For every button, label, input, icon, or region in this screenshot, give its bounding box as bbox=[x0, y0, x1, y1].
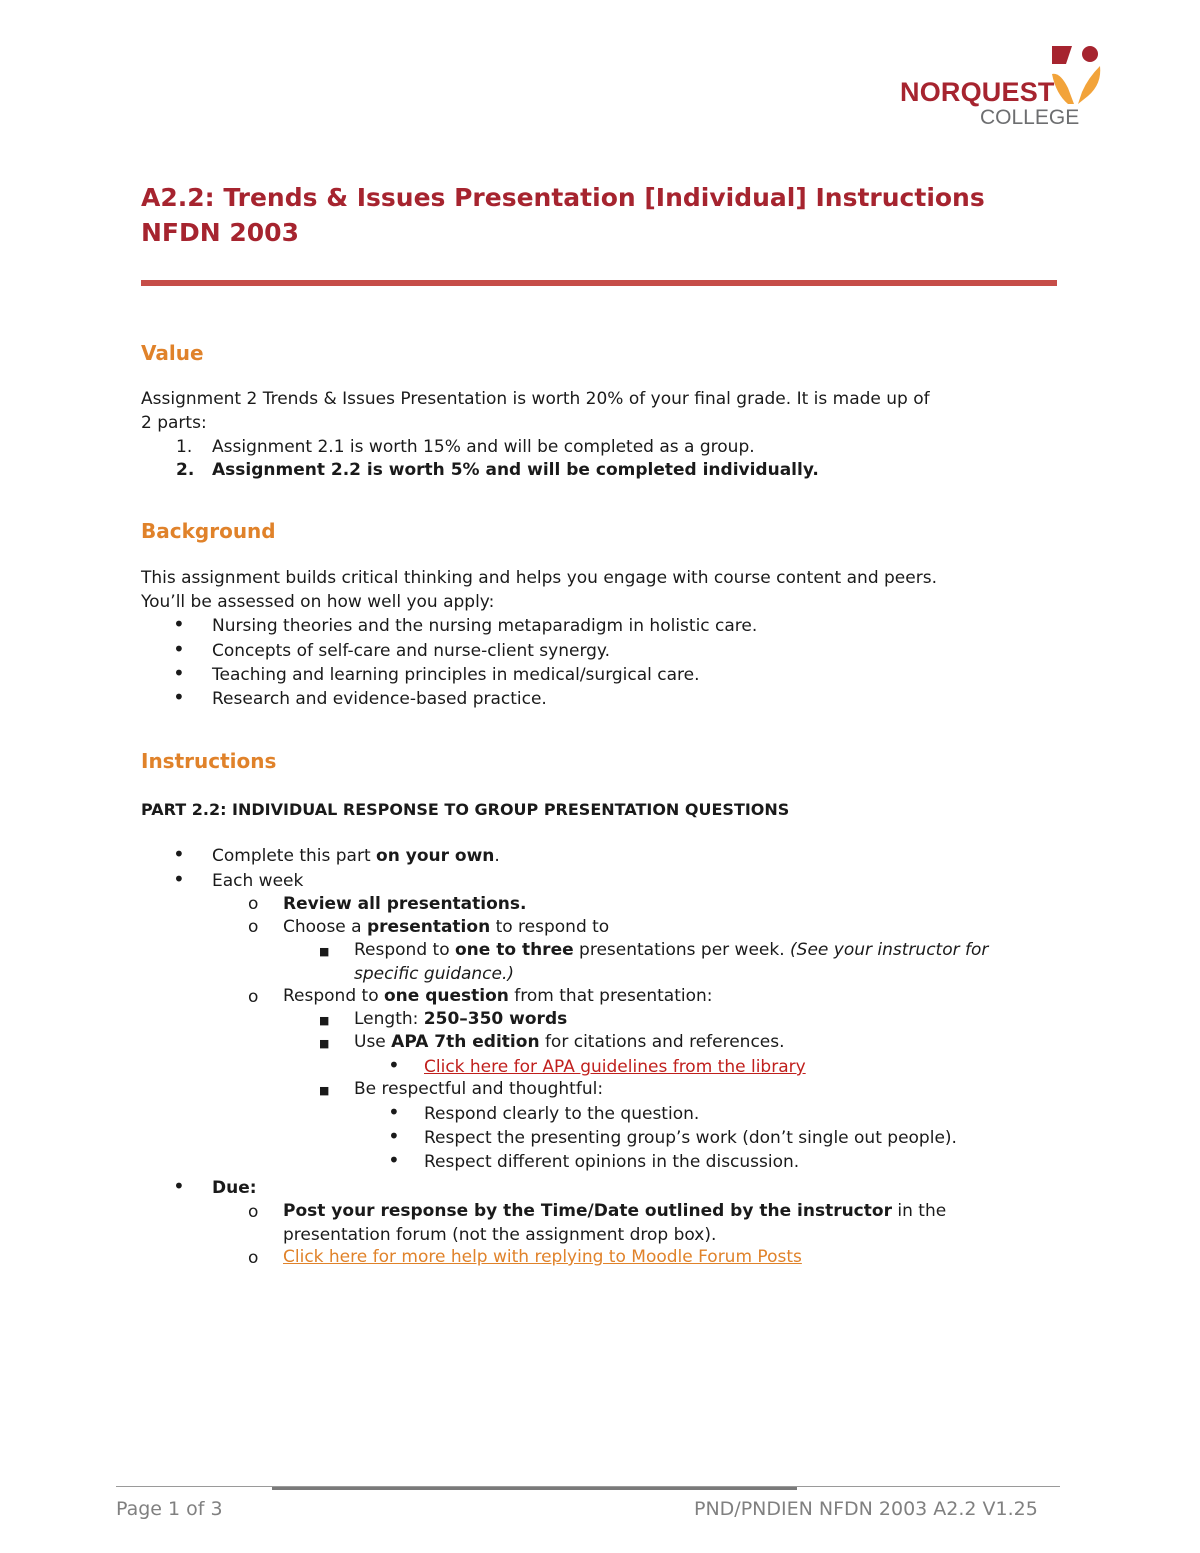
bullet-icon: • bbox=[388, 1100, 400, 1124]
instruction-apa: Use APA 7th edition for citations and references. bbox=[354, 1032, 785, 1052]
instructions-heading: Instructions bbox=[141, 749, 277, 773]
instruction-respond-count: Respond to one to three presentations per week. (See your instructor for specific guidance.) bbox=[354, 940, 989, 984]
instruction-post: Post your response by the Time/Date outlined by the instructor in the presentation forum (not the assignment drop box). bbox=[283, 1201, 947, 1245]
respect-item: Respond clearly to the question. bbox=[424, 1104, 700, 1124]
value-paragraph bbox=[141, 388, 1061, 435]
instruction-choose: Choose a presentation to respond to bbox=[283, 917, 610, 937]
respect-item: Respect different opinions in the discussion. bbox=[424, 1152, 800, 1172]
title-line-1: A2.2: Trends & Issues Presentation [Individual] Instructions bbox=[141, 183, 985, 212]
bullet-icon: • bbox=[388, 1148, 400, 1172]
square-bullet-icon: ■ bbox=[319, 1014, 330, 1027]
bullet-icon: • bbox=[173, 661, 185, 685]
instruction-due: Due: bbox=[212, 1178, 257, 1198]
value-para-line-1: Assignment 2 Trends & Issues Presentation is worth 20% of your final grade. It is made up of bbox=[141, 389, 930, 409]
value-item-1: Assignment 2.1 is worth 15% and will be completed as a group. bbox=[212, 437, 755, 457]
bullet-icon: • bbox=[173, 1174, 185, 1198]
bullet-icon: • bbox=[173, 612, 185, 636]
title-line-2: NFDN 2003 bbox=[141, 218, 299, 247]
instruction-review: Review all presentations. bbox=[283, 894, 527, 914]
value-item-2: Assignment 2.2 is worth 5% and will be completed individually. bbox=[212, 460, 819, 480]
background-para-line-2: You’ll be assessed on how well you apply: bbox=[141, 591, 495, 612]
logo-name: NORQUEST bbox=[900, 77, 1055, 107]
background-item: Teaching and learning principles in medical/surgical care. bbox=[212, 665, 700, 685]
instruction-length: Length: 250–350 words bbox=[354, 1009, 568, 1029]
bullet-icon: • bbox=[388, 1053, 400, 1077]
background-heading: Background bbox=[141, 519, 276, 543]
instruction-one-question: Respond to one question from that presentation: bbox=[283, 986, 713, 1006]
background-para-line-1: This assignment builds critical thinking and helps you engage with course content and peers. bbox=[141, 568, 937, 588]
square-bullet-icon: ■ bbox=[319, 1084, 330, 1097]
background-paragraph bbox=[141, 567, 1061, 614]
document-id: PND/PNDIEN NFDN 2003 A2.2 V1.25 bbox=[694, 1498, 1038, 1520]
list-number: 2. bbox=[176, 460, 195, 480]
background-item: Research and evidence-based practice. bbox=[212, 689, 547, 709]
instruction-each-week: Each week bbox=[212, 871, 304, 891]
value-heading: Value bbox=[141, 341, 204, 365]
circle-bullet-icon: o bbox=[248, 1248, 259, 1268]
circle-bullet-icon: o bbox=[248, 894, 259, 914]
title-divider bbox=[141, 280, 1057, 286]
value-para-line-2: 2 parts: bbox=[141, 412, 207, 433]
instruction-respectful: Be respectful and thoughtful: bbox=[354, 1079, 604, 1099]
logo-mark-icon bbox=[1048, 44, 1104, 108]
respect-item: Respect the presenting group’s work (don’t single out people). bbox=[424, 1128, 957, 1148]
bullet-icon: • bbox=[388, 1124, 400, 1148]
bullet-icon: • bbox=[173, 637, 185, 661]
document-title bbox=[141, 180, 985, 250]
moodle-help-link[interactable]: Click here for more help with replying to Moodle Forum Posts bbox=[283, 1247, 802, 1267]
circle-bullet-icon: o bbox=[248, 987, 259, 1007]
bullet-icon: • bbox=[173, 685, 185, 709]
square-bullet-icon: ■ bbox=[319, 1037, 330, 1050]
background-item: Nursing theories and the nursing metaparadigm in holistic care. bbox=[212, 616, 758, 636]
logo-subtitle: COLLEGE bbox=[980, 106, 1080, 129]
part-heading: PART 2.2: INDIVIDUAL RESPONSE TO GROUP PRESENTATION QUESTIONS bbox=[141, 800, 790, 819]
page-number: Page 1 of 3 bbox=[116, 1498, 223, 1520]
bullet-icon: • bbox=[173, 867, 185, 891]
instruction-complete: Complete this part on your own. bbox=[212, 846, 500, 866]
circle-bullet-icon: o bbox=[248, 1202, 259, 1222]
square-bullet-icon: ■ bbox=[319, 945, 330, 958]
circle-bullet-icon: o bbox=[248, 917, 259, 937]
background-item: Concepts of self-care and nurse-client synergy. bbox=[212, 641, 610, 661]
footer-divider-accent bbox=[272, 1487, 797, 1490]
list-number: 1. bbox=[176, 437, 193, 457]
apa-guidelines-link[interactable]: Click here for APA guidelines from the library bbox=[424, 1057, 806, 1077]
bullet-icon: • bbox=[173, 842, 185, 866]
